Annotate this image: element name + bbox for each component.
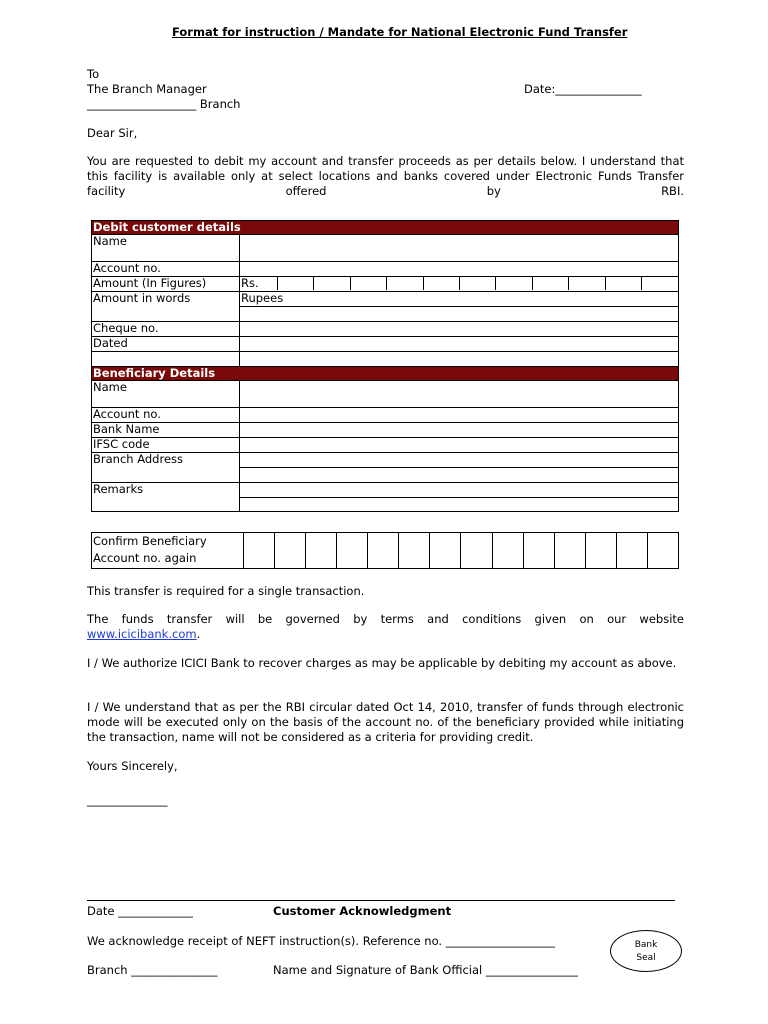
confirm-label-line1: Confirm Beneficiary <box>93 534 207 548</box>
terms-line: The funds transfer will be governed by terms and conditions given on our website <box>87 612 684 626</box>
spacer-cell <box>240 352 679 367</box>
salutation: Dear Sir, <box>87 126 138 140</box>
amount-words-field[interactable]: Rupees <box>240 292 679 307</box>
confirm-box[interactable] <box>306 533 337 569</box>
confirm-box[interactable] <box>554 533 585 569</box>
date-field[interactable]: Date:_______________ <box>524 82 642 96</box>
debit-account-label: Account no. <box>92 262 240 277</box>
ack-title: Customer Acknowledgment <box>273 904 452 918</box>
confirm-box[interactable] <box>461 533 492 569</box>
confirm-box[interactable] <box>523 533 554 569</box>
intro-paragraph: You are requested to debit my account and transfer proceeds as per details below. I understand that this facility is available only at select locations and banks covered under Electronic Funds Transfer facility offered by RBI. <box>87 154 684 198</box>
beneficiary-account-label: Account no. <box>92 408 240 423</box>
website-line: www.icicibank.com. <box>87 627 201 641</box>
confirm-label <box>92 533 244 569</box>
seal-text-line2: Seal <box>636 953 656 963</box>
ack-official-field[interactable]: Name and Signature of Bank Official ________________ <box>273 963 578 977</box>
amount-words-field-line2[interactable] <box>240 307 679 322</box>
single-transaction-text: This transfer is required for a single transaction. <box>87 584 365 598</box>
ack-date-field[interactable]: Date _____________ <box>87 904 193 918</box>
ifsc-label: IFSC code <box>92 438 240 453</box>
bank-seal <box>610 930 682 972</box>
signature-line[interactable]: ______________ <box>87 793 168 807</box>
confirm-box[interactable] <box>430 533 461 569</box>
debit-account-boxes[interactable] <box>240 262 679 277</box>
dated-boxes[interactable] <box>240 337 679 352</box>
bank-name-label: Bank Name <box>92 423 240 438</box>
debit-name-field[interactable] <box>240 235 679 262</box>
to-label: To <box>87 67 100 81</box>
beneficiary-header: Beneficiary Details <box>92 367 679 381</box>
amount-figures-field[interactable] <box>240 277 679 292</box>
seal-text-line1: Bank <box>634 940 658 950</box>
website-link[interactable]: www.icicibank.com <box>87 627 197 641</box>
amount-figures-label: Amount (In Figures) <box>92 277 240 292</box>
rbi-paragraph: I / We understand that as per the RBI circular dated Oct 14, 2010, transfer of funds through electronic mode will be executed only on the basis of the account no. of the beneficiary provided while initiating the transaction, name will not be considered as a criteria for providing credit. <box>87 700 684 744</box>
confirm-table <box>91 532 679 569</box>
confirm-box[interactable] <box>275 533 306 569</box>
confirm-box[interactable] <box>244 533 275 569</box>
remarks-field-line2[interactable] <box>240 498 679 512</box>
amount-words-label: Amount in words <box>92 292 240 322</box>
rs-label: Rs. <box>241 277 259 290</box>
cheque-label: Cheque no. <box>92 322 240 337</box>
ack-branch-field[interactable]: Branch _______________ <box>87 963 218 977</box>
beneficiary-name-field[interactable] <box>240 381 679 408</box>
authorize-paragraph: I / We authorize ICICI Bank to recover charges as may be applicable by debiting my account as above. <box>87 656 677 670</box>
debit-name-label: Name <box>92 235 240 262</box>
confirm-box[interactable] <box>616 533 647 569</box>
confirm-box[interactable] <box>337 533 368 569</box>
cheque-boxes[interactable] <box>240 322 679 337</box>
bank-name-field[interactable] <box>240 423 679 438</box>
divider <box>87 900 675 901</box>
yours-sincerely: Yours Sincerely, <box>87 759 178 773</box>
branch-address-label: Branch Address <box>92 453 240 483</box>
beneficiary-name-label: Name <box>92 381 240 408</box>
confirm-label-line2: Account no. again <box>93 551 197 565</box>
remarks-field[interactable] <box>240 483 679 498</box>
ack-receipt-line[interactable]: We acknowledge receipt of NEFT instruction(s). Reference no. ___________________ <box>87 934 555 948</box>
beneficiary-account-boxes[interactable] <box>240 408 679 423</box>
debit-header: Debit customer details <box>92 221 679 235</box>
page-title: Format for instruction / Mandate for National Electronic Fund Transfer <box>172 25 628 39</box>
confirm-box[interactable] <box>647 533 678 569</box>
dated-label: Dated <box>92 337 240 352</box>
remarks-label: Remarks <box>92 483 240 512</box>
confirm-box[interactable] <box>399 533 430 569</box>
confirm-box[interactable] <box>492 533 523 569</box>
confirm-box[interactable] <box>368 533 399 569</box>
ifsc-boxes[interactable] <box>240 438 679 453</box>
confirm-box[interactable] <box>585 533 616 569</box>
spacer-cell <box>92 352 240 367</box>
branch-address-field[interactable] <box>240 453 679 468</box>
branch-address-field-line2[interactable] <box>240 468 679 483</box>
details-table <box>91 220 679 512</box>
branch-manager-label: The Branch Manager <box>87 82 207 96</box>
branch-field[interactable]: ___________________ Branch <box>87 97 241 111</box>
